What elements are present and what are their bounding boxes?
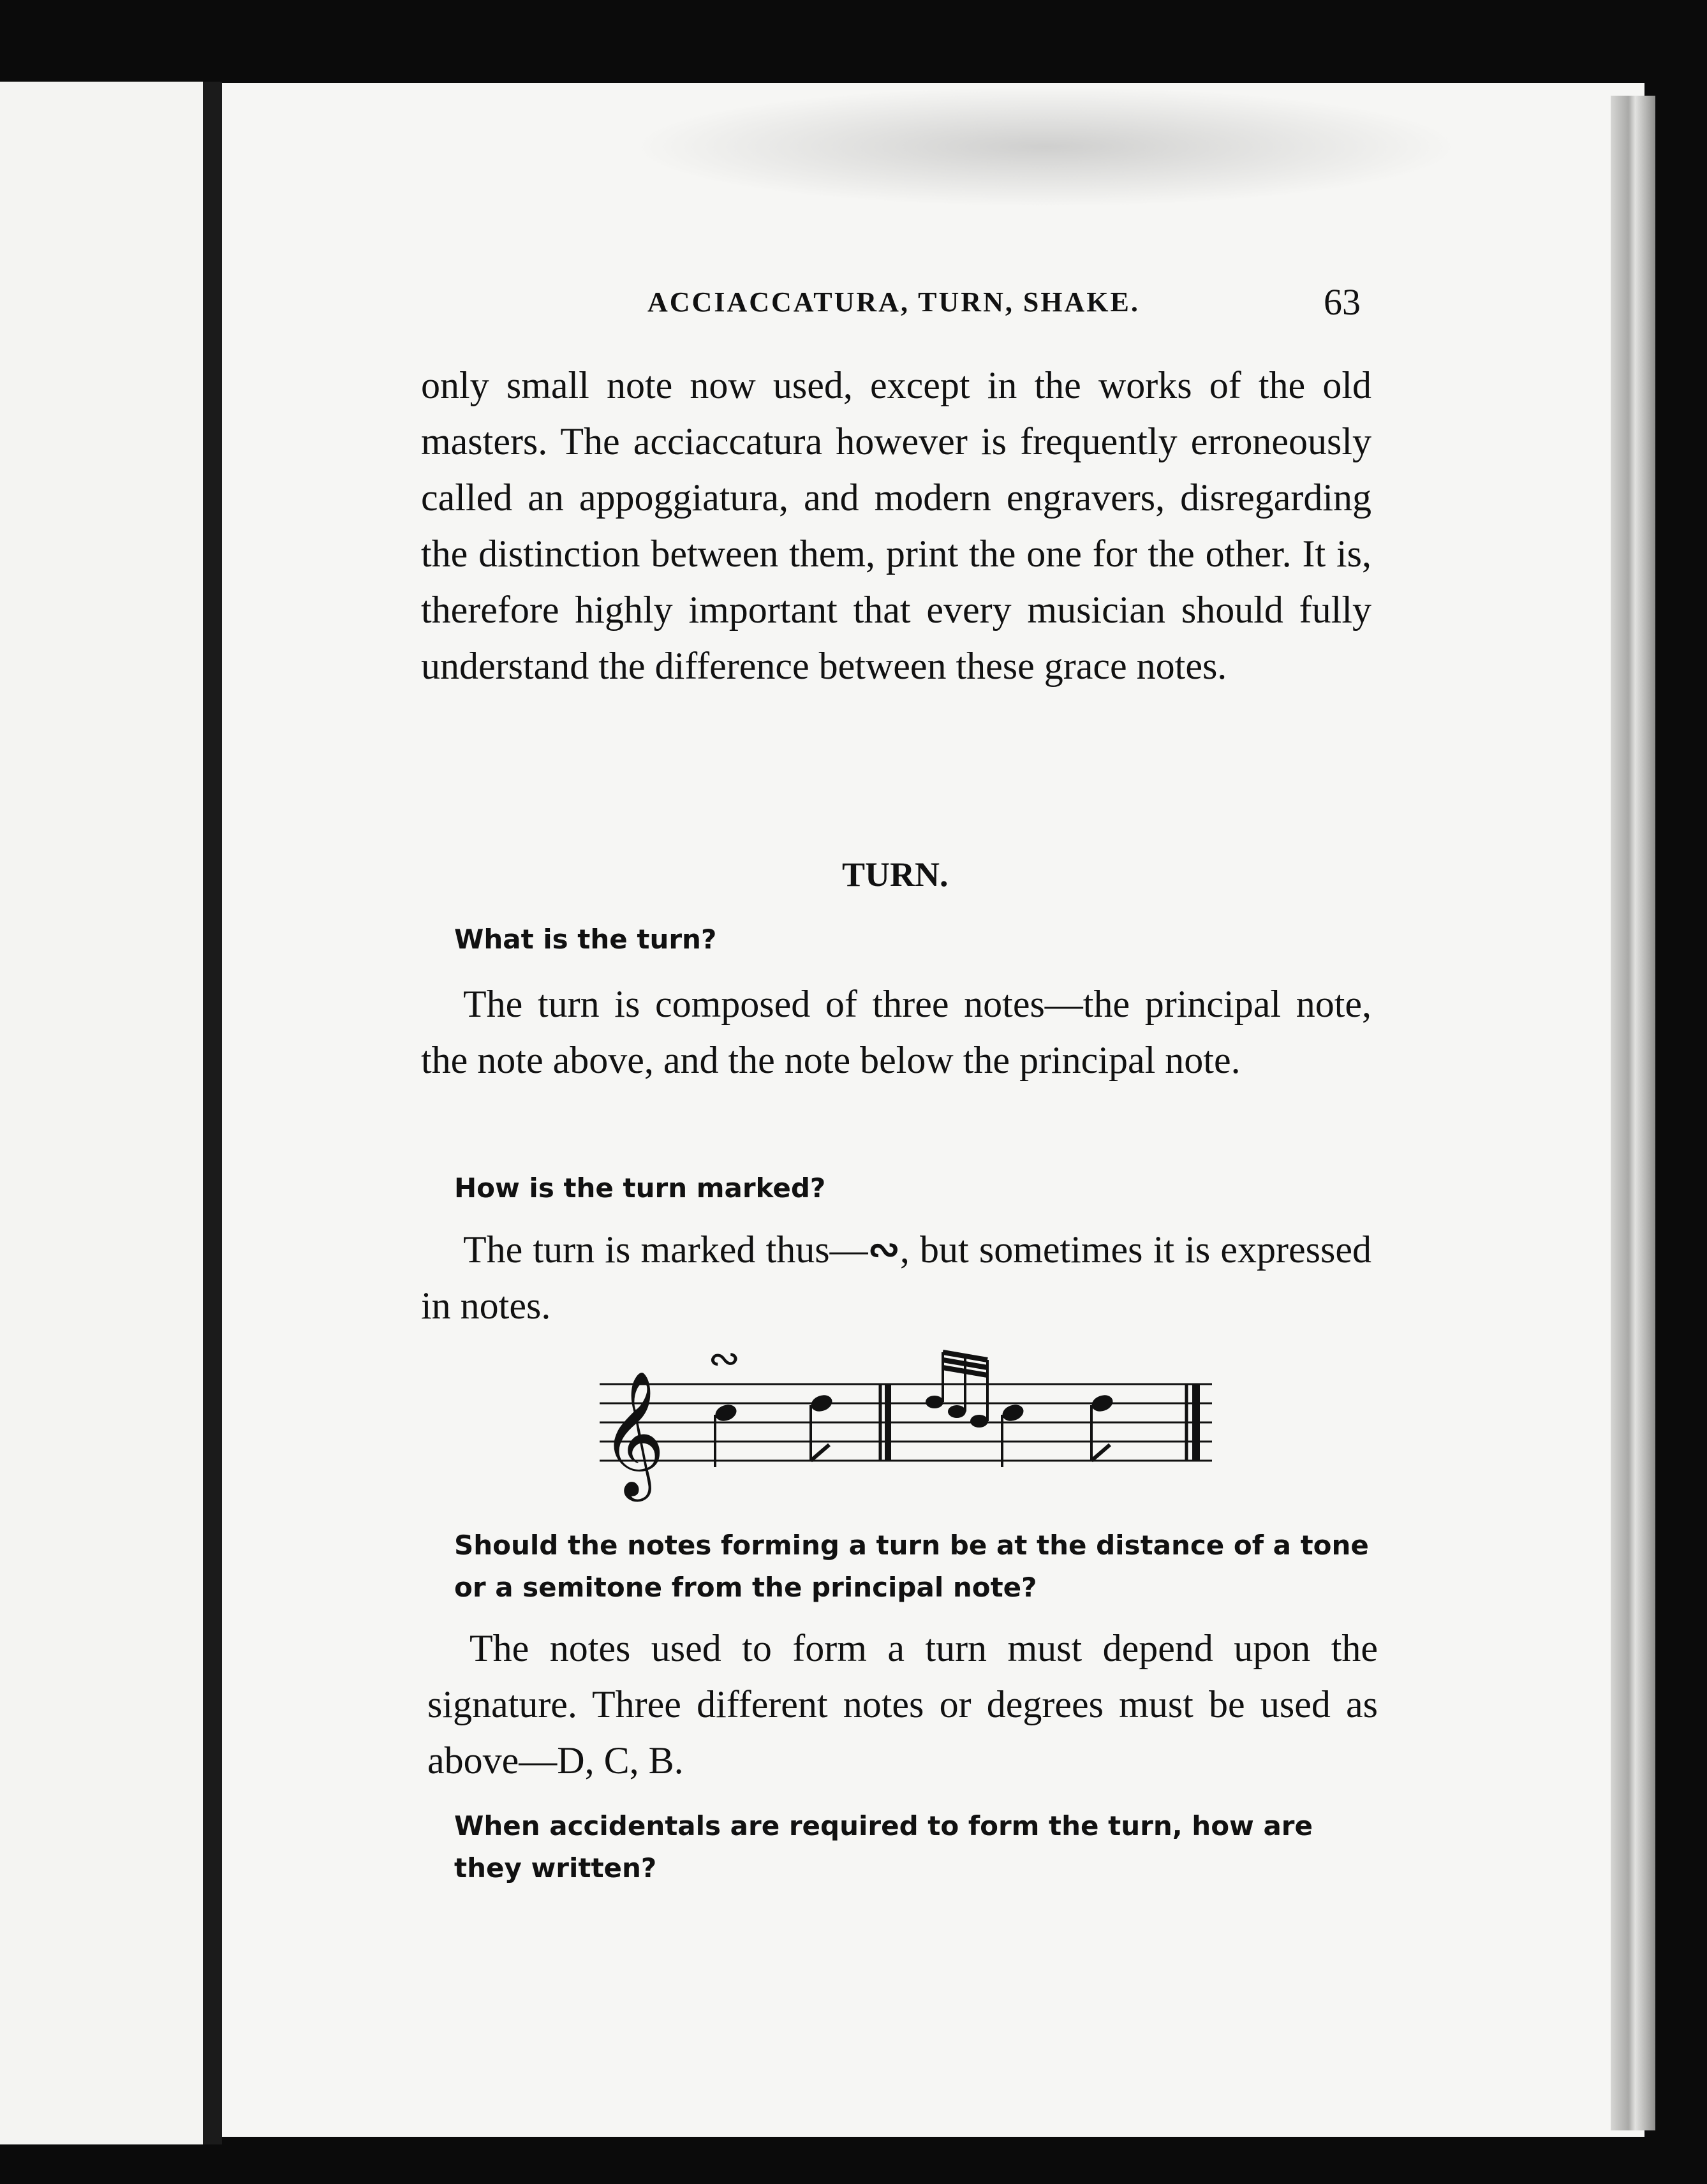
turn-note-b bbox=[970, 1415, 988, 1428]
note-c bbox=[713, 1402, 739, 1424]
answer-how-marked-after: , but sometimes it is expressed in notes. bbox=[421, 1228, 1371, 1327]
turn-note-c bbox=[948, 1405, 966, 1418]
page-smudge bbox=[632, 86, 1461, 207]
turn-mark-icon: ∾ bbox=[708, 1339, 741, 1381]
intro-paragraph: only small note now used, except in the works of the old masters. The acciaccatura however is frequently erroneously called an appoggiatura, and modern engravers, disregarding the distinction between them, print the one for the other. It is, therefore highly important that every musician should fully understand the difference between these grace notes. bbox=[421, 364, 1371, 687]
question-how-marked: How is the turn marked? bbox=[454, 1172, 826, 1204]
beams bbox=[943, 1352, 987, 1375]
turn-symbol: ∾ bbox=[868, 1227, 900, 1272]
answer-tone-semitone: The notes used to form a turn must depend upon the signature. Three different notes or degrees must be used as above—D, C, B. bbox=[427, 1627, 1378, 1782]
left-page bbox=[0, 82, 217, 2144]
note-d bbox=[809, 1392, 834, 1414]
page-edge bbox=[1611, 96, 1655, 2130]
staff-lines bbox=[600, 1384, 1212, 1461]
music-example bbox=[587, 1339, 1225, 1505]
section-title: TURN. bbox=[842, 855, 949, 894]
answer-how-marked-before: The turn is marked thus— bbox=[463, 1228, 868, 1271]
running-head: ACCIACCATURA, TURN, SHAKE. bbox=[647, 286, 1140, 318]
note-d-flag bbox=[811, 1445, 829, 1461]
turn-note-c-final bbox=[1000, 1402, 1026, 1424]
question-accidentals: When accidentals are required to form the turn, how are they written? bbox=[454, 1810, 1313, 1884]
treble-clef-icon: 𝄞 bbox=[601, 1370, 665, 1496]
answer-how-marked bbox=[421, 1221, 1371, 1334]
page-number: 63 bbox=[1324, 281, 1361, 323]
question-tone-semitone: Should the notes forming a turn be at the distance of a tone or a semitone from the principal note? bbox=[454, 1530, 1369, 1603]
book-spine bbox=[203, 82, 222, 2144]
question-what-is-turn: What is the turn? bbox=[454, 924, 717, 955]
turn-note-d bbox=[926, 1396, 943, 1408]
note-d-second bbox=[1090, 1392, 1115, 1414]
answer-what-is-turn: The turn is composed of three notes—the principal note, the note above, and the note below the principal note. bbox=[421, 983, 1371, 1081]
